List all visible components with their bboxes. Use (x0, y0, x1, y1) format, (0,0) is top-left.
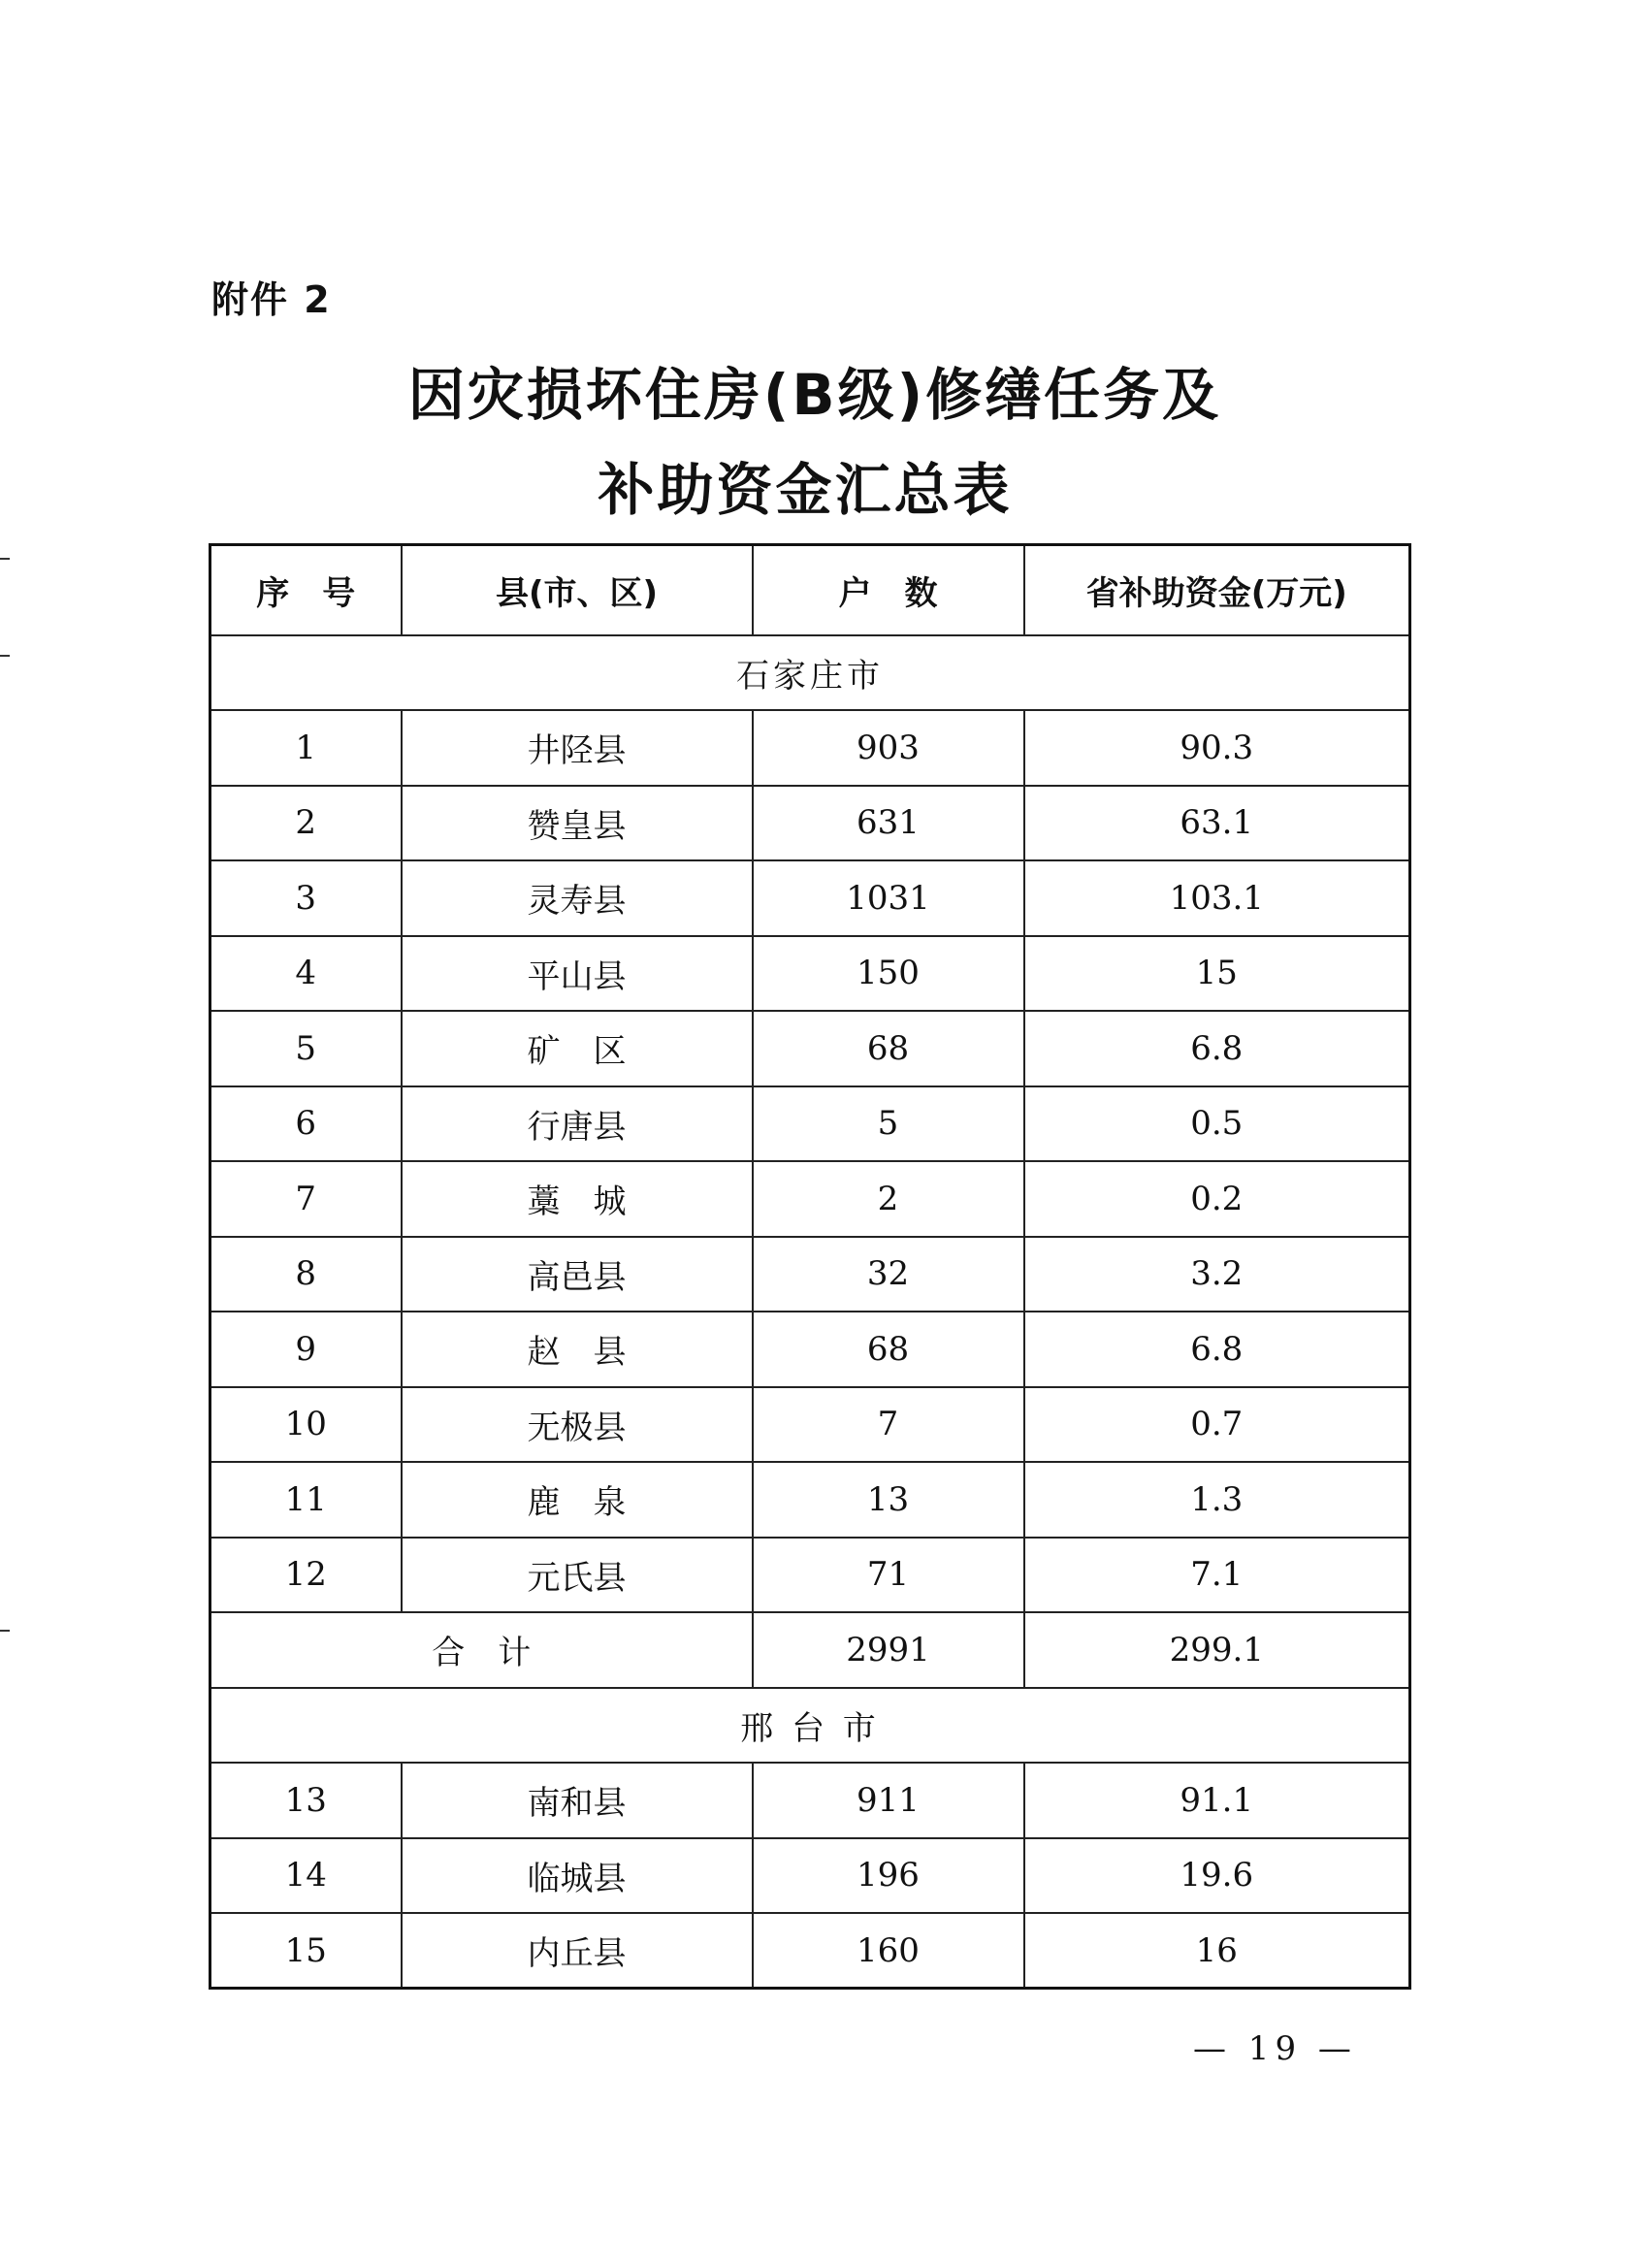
table-row (210, 786, 1410, 861)
row-serial-number: 2 (210, 786, 402, 861)
row-serial-number: 10 (210, 1387, 402, 1463)
row-serial-number: 6 (210, 1086, 402, 1162)
table-row (210, 1462, 1410, 1538)
table-row (210, 1913, 1410, 1989)
row-funds: 1.3 (1024, 1462, 1410, 1538)
row-county: 鹿 泉 (402, 1462, 753, 1538)
margin-tick-mark (0, 1630, 10, 1632)
row-county: 赞皇县 (402, 786, 753, 861)
row-households: 71 (753, 1538, 1024, 1613)
row-funds: 0.7 (1024, 1387, 1410, 1463)
total-label: 合 计 (210, 1612, 753, 1688)
table-row (210, 710, 1410, 786)
row-serial-number: 5 (210, 1011, 402, 1086)
row-funds: 6.8 (1024, 1312, 1410, 1387)
table-row (210, 1312, 1410, 1387)
row-serial-number: 13 (210, 1763, 402, 1838)
row-serial-number: 1 (210, 710, 402, 786)
margin-tick-mark (0, 558, 10, 560)
header-county: 县(市、区) (402, 545, 753, 635)
row-county: 高邑县 (402, 1237, 753, 1312)
row-funds: 63.1 (1024, 786, 1410, 861)
attachment-label: 附件 2 (211, 278, 332, 321)
row-households: 68 (753, 1312, 1024, 1387)
row-households: 631 (753, 786, 1024, 861)
row-funds: 19.6 (1024, 1838, 1410, 1914)
row-households: 911 (753, 1763, 1024, 1838)
table-row (210, 1161, 1410, 1237)
row-funds: 90.3 (1024, 710, 1410, 786)
row-households: 150 (753, 936, 1024, 1012)
table-row (210, 1538, 1410, 1613)
row-households: 160 (753, 1913, 1024, 1989)
row-serial-number: 7 (210, 1161, 402, 1237)
row-households: 68 (753, 1011, 1024, 1086)
group-row-shijiazhuang (210, 635, 1410, 711)
row-serial-number: 4 (210, 936, 402, 1012)
page-number: — 19 — (1193, 2029, 1357, 2068)
row-county: 矿 区 (402, 1011, 753, 1086)
row-funds: 15 (1024, 936, 1410, 1012)
row-county: 南和县 (402, 1763, 753, 1838)
table-row (210, 1086, 1410, 1162)
document-title-line-2: 补助资金汇总表 (598, 457, 1013, 523)
header-serial-number: 序 号 (210, 545, 402, 635)
row-county: 元氏县 (402, 1538, 753, 1613)
table-row (210, 1838, 1410, 1914)
table-row (210, 1763, 1410, 1838)
summary-table (209, 543, 1411, 1990)
row-serial-number: 14 (210, 1838, 402, 1914)
row-funds: 3.2 (1024, 1237, 1410, 1312)
row-funds: 0.5 (1024, 1086, 1410, 1162)
row-funds: 16 (1024, 1913, 1410, 1989)
header-provincial-funds: 省补助资金(万元) (1024, 545, 1410, 635)
row-households: 5 (753, 1086, 1024, 1162)
row-serial-number: 15 (210, 1913, 402, 1989)
row-serial-number: 3 (210, 860, 402, 936)
total-funds: 299.1 (1024, 1612, 1410, 1688)
row-county: 藁 城 (402, 1161, 753, 1237)
row-county: 内丘县 (402, 1913, 753, 1989)
row-funds: 103.1 (1024, 860, 1410, 936)
header-row (210, 545, 1410, 635)
row-households: 2 (753, 1161, 1024, 1237)
row-serial-number: 9 (210, 1312, 402, 1387)
row-county: 无极县 (402, 1387, 753, 1463)
header-households: 户 数 (753, 545, 1024, 635)
total-row (210, 1612, 1410, 1688)
row-households: 7 (753, 1387, 1024, 1463)
table-row (210, 860, 1410, 936)
total-households: 2991 (753, 1612, 1024, 1688)
row-households: 196 (753, 1838, 1024, 1914)
table-row (210, 936, 1410, 1012)
table-row (210, 1387, 1410, 1463)
margin-tick-mark (0, 655, 10, 657)
row-funds: 6.8 (1024, 1011, 1410, 1086)
row-funds: 91.1 (1024, 1763, 1410, 1838)
table-row (210, 1237, 1410, 1312)
row-county: 平山县 (402, 936, 753, 1012)
row-funds: 7.1 (1024, 1538, 1410, 1613)
row-serial-number: 8 (210, 1237, 402, 1312)
row-households: 32 (753, 1237, 1024, 1312)
group-name: 石家庄市 (210, 635, 1410, 711)
row-county: 行唐县 (402, 1086, 753, 1162)
row-county: 临城县 (402, 1838, 753, 1914)
row-households: 1031 (753, 860, 1024, 936)
row-funds: 0.2 (1024, 1161, 1410, 1237)
document-title-line-1: 因灾损坏住房(B级)修缮任务及 (407, 362, 1222, 428)
table-row (210, 1011, 1410, 1086)
row-serial-number: 11 (210, 1462, 402, 1538)
row-households: 13 (753, 1462, 1024, 1538)
row-county: 灵寿县 (402, 860, 753, 936)
row-serial-number: 12 (210, 1538, 402, 1613)
row-households: 903 (753, 710, 1024, 786)
group-name: 邢 台 市 (210, 1688, 1410, 1764)
row-county: 井陉县 (402, 710, 753, 786)
row-county: 赵 县 (402, 1312, 753, 1387)
group-row-xingtai (210, 1688, 1410, 1764)
